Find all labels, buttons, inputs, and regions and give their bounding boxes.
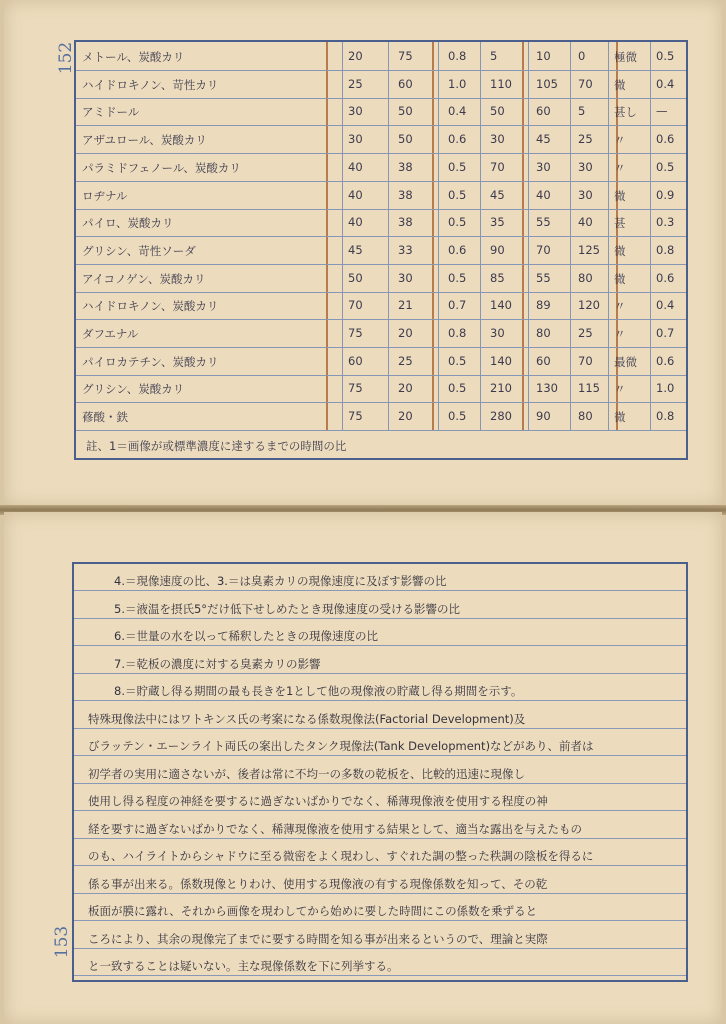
table-cell: 55 [536,215,551,230]
table-cell: 45 [348,242,363,257]
table-cell: 0.8 [448,49,467,63]
ruled-line [74,893,686,894]
page-number-top: 152 [56,41,77,75]
developer-name: グリシン、苛性ソーダ [82,243,196,258]
developer-name: パイロ、炭酸カリ [82,216,174,231]
table-cell: 90 [536,409,551,424]
table-cell: 0.7 [656,326,675,340]
text-line: 4.＝現像速度の比、3.＝は臭素カリの現像速度に及ぼす影響の比 [114,574,447,588]
table-cell: 20 [398,326,413,340]
ruled-line [74,948,686,949]
table-cell: 極微 [614,50,637,64]
text-line: びラッテン・エーンライト両氏の案出したタンク現像法(Tank Development)などがあり、前者は [88,739,594,753]
table-cell: 50 [398,104,413,119]
table-cell: 0.6 [448,242,467,257]
table-cell: 40 [348,187,363,202]
developer-name: パラミドフェノール、炭酸カリ [82,160,241,175]
table-cell: 0.6 [656,270,675,285]
table-cell: 45 [490,187,505,202]
table-cell: 40 [348,159,363,174]
developer-name: パイロカテチン、炭酸カリ [82,354,219,369]
text-line: 5.＝液温を摂氏5°だけ低下せしめたとき現像速度の受ける影響の比 [114,601,461,616]
table-cell: 〃 [614,382,626,397]
table-cell: 40 [536,187,551,202]
table-cell: 0.4 [448,104,467,119]
ruled-line [74,865,686,866]
ruled-line [74,810,686,811]
table-row [76,291,686,320]
table-cell: 0.5 [448,381,467,396]
table-row [76,264,686,293]
table-note: 註、1＝画像が或標準濃度に達するまでの時間の比 [86,439,347,453]
table-cell: 140 [490,298,512,313]
table-cell: 最微 [614,354,637,369]
table-cell: 80 [536,326,551,340]
table-cell: 微 [614,271,626,286]
text-line: ころにより、其余の現像完了までに要する時間を知る事が出来るというので、理論と実際 [88,931,548,946]
table-cell: 0.5 [448,159,467,174]
table-cell: 微 [614,410,626,425]
table-cell: 0.5 [448,270,467,285]
text-line: 初学者の実用に適さないが、後者は常に不均一の多数の乾板を、比較的迅速に現像し [88,766,525,781]
page-number-bottom: 153 [52,925,73,959]
table-cell: 20 [348,49,363,63]
ruled-line [74,673,686,674]
table-cell: 甚 [614,216,626,231]
table-cell: 0.5 [448,353,467,368]
table-cell: 38 [398,215,413,230]
table-cell: 70 [578,353,593,368]
ruled-line [74,700,686,701]
table-cell: 70 [578,76,593,91]
developer-name: ハイドロキノン、苛性カリ [82,77,219,92]
table-cell: 40 [348,215,363,230]
table-cell: 0.4 [656,298,675,313]
table-cell: 25 [348,76,363,91]
table-cell: 〃 [614,160,626,175]
text-line: 8.＝貯蔵し得る期間の最も長きを1として他の現像液の貯蔵し得る期間を示す。 [114,684,523,698]
table-cell: 21 [398,298,413,313]
table-cell: 85 [490,270,505,285]
table-row [76,125,686,154]
table-row [76,181,686,210]
table-cell: 210 [490,381,512,396]
table-cell: 0.6 [656,132,675,147]
table-row [76,208,686,237]
text-line: 係る事が出来る。係数現像とりわけ、使用する現像液の有する現像係数を知って、その乾 [88,876,548,891]
table-cell: 60 [398,76,413,91]
table-cell: 75 [348,409,363,424]
developer-name: ロヂナル [82,188,128,203]
table-cell: 38 [398,187,413,202]
table-row [76,70,686,99]
table-cell: 0.3 [656,215,675,230]
table-cell: 75 [348,326,363,340]
table-cell: 140 [490,353,512,368]
table-cell: 30 [398,270,413,285]
developer-name: メトール、炭酸カリ [82,50,185,64]
text-line: 6.＝世量の水を以って稀釈したときの現像速度の比 [114,629,378,643]
table-cell: 60 [536,104,551,119]
developer-name: グリシン、炭酸カリ [82,382,185,397]
developer-table [74,40,688,460]
table-cell: 0.6 [448,132,467,147]
table-cell: 25 [398,353,413,368]
table-row [76,42,686,71]
text-line: 特殊現像法中にはワトキンス氏の考案になる係数現像法(Factorial Development)及 [88,711,526,726]
table-cell: 30 [490,326,505,340]
table-cell: 280 [490,409,512,424]
table-cell: 80 [578,409,593,424]
table-cell: 30 [348,132,363,147]
table-cell: 0.4 [656,76,675,91]
text-frame [72,562,688,982]
table-cell: 105 [536,76,558,91]
table-cell: 0.5 [448,187,467,202]
table-cell: — [656,104,668,119]
table-row [76,97,686,126]
table-cell: 1.0 [656,381,675,396]
table-cell: 120 [578,298,600,313]
table-cell: 30 [490,132,505,147]
table-cell: 60 [536,353,551,368]
text-line: と一致することは疑いない。主な現像係数を下に列挙する。 [88,959,399,973]
table-cell: 25 [578,132,593,147]
table-cell: 0.8 [448,326,467,340]
developer-name: アザユロール、炭酸カリ [82,133,207,148]
table-cell: 70 [348,298,363,313]
ruled-line [74,920,686,921]
table-cell: 0.8 [656,242,675,257]
table-cell: 30 [348,104,363,119]
table-cell: 38 [398,159,413,174]
table-cell: 0.9 [656,187,675,202]
ruled-line [74,755,686,756]
table-cell: 微 [614,77,626,92]
text-line: 経を要すに過ぎないばかりでなく、稀薄現像液を使用する結果として、適当な露出を与えたもの [88,821,583,836]
ruled-line [74,783,686,784]
table-cell: 50 [348,270,363,285]
table-cell: 55 [536,270,551,285]
table-cell: 110 [490,76,512,91]
table-cell: 1.0 [448,76,467,91]
table-cell: 0.5 [656,159,675,174]
table-cell: 10 [536,49,551,63]
table-cell: 70 [490,159,505,174]
table-cell: 0.8 [656,409,675,424]
table-cell: 33 [398,242,413,257]
developer-name: ハイドロキノン、炭酸カリ [82,299,219,314]
table-cell: 0.6 [656,353,675,368]
table-cell: 20 [398,381,413,396]
developer-name: アミドール [82,105,140,120]
table-cell: 80 [578,270,593,285]
text-line: 板面が膜に露れ、それから画像を現わしてから始めに要した時間にこの係数を乗ずると [88,904,538,918]
developer-name: 蓚酸・鉄 [82,410,128,425]
table-row [76,402,686,431]
table-cell: 75 [348,381,363,396]
table-cell: 20 [398,409,413,424]
table-cell: 75 [398,49,413,63]
table-cell: 甚し [614,105,637,120]
table-cell: 0 [578,49,586,63]
table-cell: 〃 [614,133,626,148]
table-cell: 30 [578,159,593,174]
table-cell: 5 [578,104,586,119]
table-cell: 0.5 [656,49,675,63]
table-cell: 5 [490,49,498,63]
text-line: 使用し得る程度の神経を要するに過ぎないばかりでなく、稀薄現像液を使用する程度の神 [88,794,548,808]
table-cell: 89 [536,298,551,313]
ruled-line [74,838,686,839]
table-cell: 0.5 [448,215,467,230]
table-cell: 90 [490,242,505,257]
table-cell: 0.5 [448,409,467,424]
table-cell: 25 [578,326,593,340]
developer-name: ダフエナル [82,327,139,341]
ruled-line [74,645,686,646]
table-row [76,374,686,403]
table-cell: 微 [614,188,626,203]
ruled-line [74,618,686,619]
table-cell: 30 [536,159,551,174]
table-cell: 115 [578,381,600,396]
table-cell: 130 [536,381,558,396]
table-cell: 60 [348,353,363,368]
table-cell: 〃 [614,299,626,314]
table-row [76,319,686,348]
table-cell: 〃 [614,327,626,341]
table-cell: 70 [536,242,551,257]
table-cell: 50 [490,104,505,119]
ruled-line [74,728,686,729]
ruled-line [74,590,686,591]
text-line: 7.＝乾板の濃度に対する臭素カリの影響 [114,656,321,671]
table-cell: 40 [578,215,593,230]
table-cell: 50 [398,132,413,147]
table-row [76,236,686,265]
developer-name: アイコノゲン、炭酸カリ [82,271,206,286]
ruled-line [74,975,686,976]
table-cell: 30 [578,187,593,202]
table-cell: 0.7 [448,298,467,313]
table-cell: 45 [536,132,551,147]
text-line: のも、ハイライトからシャドウに至る微密をよく現わし、すぐれた調の整った秩調の陰板を得るに [88,849,594,863]
table-row [76,153,686,182]
table-cell: 125 [578,242,600,257]
table-row [76,347,686,376]
table-cell: 微 [614,243,626,258]
table-cell: 35 [490,215,505,230]
